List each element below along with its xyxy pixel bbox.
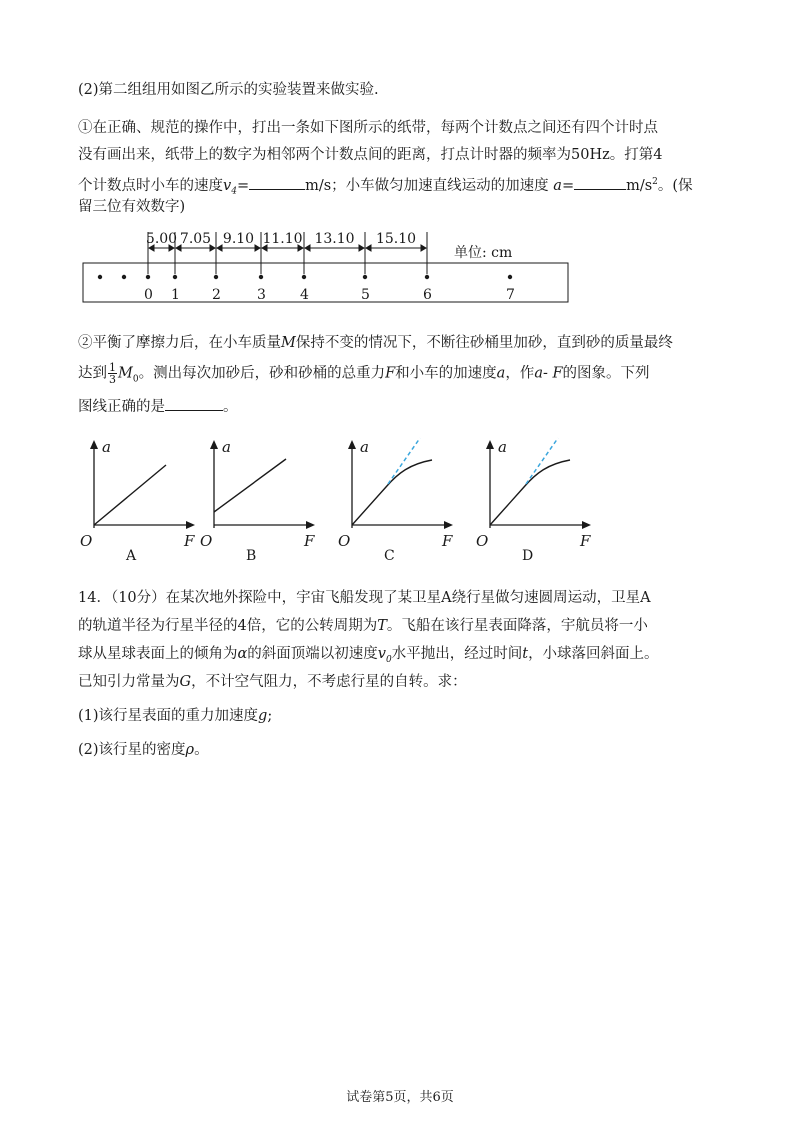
velocity-blank[interactable] xyxy=(249,175,305,190)
graph-option-label: A xyxy=(126,548,137,564)
tape-point-label: 7 xyxy=(506,287,515,303)
v-subscript: 4 xyxy=(231,186,237,197)
y-axis-label: a xyxy=(222,438,231,456)
q2-line1-a: ②平衡了摩擦力后，在小车质量 xyxy=(78,335,281,351)
y-axis-arrow-icon xyxy=(348,440,356,449)
q1-line3-d: 。(保 xyxy=(657,177,693,194)
origin-label: O xyxy=(200,532,213,550)
a-symbol: a xyxy=(553,177,562,194)
q2-line3-b: 。 xyxy=(223,399,238,415)
T-symbol: T xyxy=(377,618,387,634)
v0-symbol: v xyxy=(377,646,386,662)
tape-point xyxy=(259,275,263,279)
page-footer: 试卷第5页，共6页 xyxy=(346,1090,454,1105)
tape-point xyxy=(508,275,512,279)
tape-arrowhead-left xyxy=(366,245,371,251)
tape-lead-dot xyxy=(122,275,126,279)
x-axis-arrow-icon xyxy=(306,521,315,529)
x-axis-label: F xyxy=(580,532,591,550)
q14-line2-a: 的轨道半径为行星半径的4倍，它的公转周期为 xyxy=(78,618,378,634)
tape-point xyxy=(302,275,306,279)
tape-point xyxy=(425,275,429,279)
q2-line2-a: 达到 xyxy=(78,365,107,382)
tape-arrowhead-left xyxy=(305,245,310,251)
graph-panel-d xyxy=(476,438,591,564)
x-axis-label: F xyxy=(304,532,315,550)
tape-distance-label: 15.10 xyxy=(375,231,417,247)
tape-point-label: 0 xyxy=(144,287,153,303)
y-axis-label: a xyxy=(498,438,507,456)
q14-line2-b: 。飞船在该行星表面降落，宇航员将一小 xyxy=(386,618,648,634)
graph-panel-b xyxy=(200,438,315,564)
tape-distance-label: 9.10 xyxy=(222,231,255,247)
y-axis-arrow-icon xyxy=(90,440,98,449)
q2-line1 xyxy=(78,333,673,353)
q1-line2: 没有画出来，纸带上的数字为相邻两个计数点间的距离，打点计时器的频率为50Hz。打第4 xyxy=(78,147,663,163)
frac-denominator: 3 xyxy=(109,373,116,386)
x-axis-label: F xyxy=(184,532,195,550)
q14-line3-c: 水平抛出，经过时间 xyxy=(391,646,523,662)
tape-point-label: 6 xyxy=(423,287,432,303)
t-symbol: t xyxy=(522,646,529,662)
equals: = xyxy=(236,177,250,194)
q2-line2-c: 和小车的加速度 xyxy=(395,365,497,382)
F-symbol: F xyxy=(385,365,396,382)
tape-distance-label: 13.10 xyxy=(314,231,355,247)
y-axis-label: a xyxy=(360,438,369,456)
q14-sub1 xyxy=(78,706,272,726)
part2-intro: (2)第二组组用如图乙所示的实验装置来做实验. xyxy=(78,82,379,98)
one-third-fraction xyxy=(108,362,117,385)
q1-line3-a: 个计数点时小车的速度 xyxy=(78,177,223,194)
graph-option-label: D xyxy=(522,548,534,564)
x-axis-arrow-icon xyxy=(582,521,591,529)
q14-line4-b: ，不计空气阻力，不考虑行星的自转。求： xyxy=(191,674,467,690)
tape-strip xyxy=(83,263,568,302)
v0-subscript: 0 xyxy=(386,654,392,665)
q1-line3-b: m/s；小车做匀加速直线运动的加速度 xyxy=(305,177,549,194)
q14-sub1-b: ; xyxy=(267,708,273,724)
q14-sub2-b: 。 xyxy=(194,742,209,758)
q2-line3 xyxy=(78,396,238,417)
M-symbol: M xyxy=(281,335,296,351)
graph-curve xyxy=(352,460,432,525)
tape-point xyxy=(214,275,218,279)
tape-arrowhead-right xyxy=(421,245,426,251)
origin-label: O xyxy=(80,532,93,550)
q2-line2-d: ，作 xyxy=(505,365,535,382)
G-symbol: G xyxy=(179,674,192,690)
q1-line4: 留三位有效数字) xyxy=(78,199,186,215)
q1-line3-c: m/s xyxy=(626,177,653,194)
tape-distance-label: 11.10 xyxy=(262,231,303,247)
tape-distance-label: 7.05 xyxy=(179,231,212,247)
acceleration-blank[interactable] xyxy=(574,175,626,190)
y-axis-label: a xyxy=(102,438,111,456)
y-axis-arrow-icon xyxy=(486,440,494,449)
graph-panel-c xyxy=(338,438,453,564)
tape-arrowhead-right xyxy=(359,245,364,251)
M0-symbol: M xyxy=(118,365,133,382)
q2-line2-e: 的图象。下列 xyxy=(562,365,650,382)
q14-line1: 14．（10分）在某次地外探险中，宇宙飞船发现了某卫星A绕行星做匀速圆周运动，卫星A xyxy=(78,590,651,606)
q14-sub1-a: (1)该行星表面的重力加速度 xyxy=(78,708,259,724)
aF-graphs-figure xyxy=(78,432,598,572)
x-axis-arrow-icon xyxy=(186,521,195,529)
answer-blank[interactable] xyxy=(165,396,223,411)
equals2: = xyxy=(561,177,575,194)
graph-curve xyxy=(214,459,286,512)
x-axis-arrow-icon xyxy=(444,521,453,529)
graph-option-label: B xyxy=(246,548,257,564)
alpha-symbol: α xyxy=(237,646,248,662)
q14-line3 xyxy=(78,644,659,670)
q1-line1: ①在正确、规范的操作中，打出一条如下图所示的纸带，每两个计数点之间还有四个计时点 xyxy=(78,120,658,136)
graph-panel-a xyxy=(80,438,195,564)
q14-line3-a: 球从星球表面上的倾角为 xyxy=(78,646,238,662)
tape-point-label: 4 xyxy=(300,287,309,303)
q2-line2 xyxy=(78,362,650,389)
q14-line4 xyxy=(78,672,467,692)
tape-point-label: 5 xyxy=(361,287,370,303)
tape-point-label: 2 xyxy=(212,287,221,303)
q14-line4-a: 已知引力常量为 xyxy=(78,674,180,690)
q14-line3-d: ，小球落回斜面上。 xyxy=(528,646,659,662)
tape-distance-label: 5.00 xyxy=(145,231,178,247)
tape-unit: 单位: cm xyxy=(454,245,513,261)
tape-arrowhead-right xyxy=(255,245,260,251)
aF-label: a- F xyxy=(534,365,563,382)
M0-subscript: 0 xyxy=(132,374,139,385)
q2-line2-b: 。测出每次加砂后，砂和砂桶的总重力 xyxy=(138,365,386,382)
q14-sub2 xyxy=(78,740,209,760)
v-symbol: v xyxy=(223,177,232,194)
unit-exponent: 2 xyxy=(652,177,658,187)
q14-line3-b: 的斜面顶端以初速度 xyxy=(247,646,378,662)
q14-sub2-a: (2)该行星的密度 xyxy=(78,742,186,758)
tape-point-label: 3 xyxy=(257,287,266,303)
tangent-guide-line xyxy=(388,438,420,484)
q2-line3-a: 图线正确的是 xyxy=(78,399,165,415)
tape-point xyxy=(173,275,177,279)
rho-symbol: ρ xyxy=(185,742,195,758)
origin-label: O xyxy=(476,532,489,550)
tape-point xyxy=(363,275,367,279)
paper-tape-figure xyxy=(82,222,582,304)
graph-curve xyxy=(490,460,570,525)
tangent-guide-line xyxy=(526,438,558,484)
tape-lead-dot xyxy=(98,275,102,279)
frac-numerator: 1 xyxy=(109,361,116,374)
q14-line2 xyxy=(78,616,648,636)
x-axis-label: F xyxy=(442,532,453,550)
a-var: a xyxy=(496,365,506,382)
tape-point-label: 1 xyxy=(171,287,180,303)
g-symbol: g xyxy=(258,708,268,724)
graph-curve xyxy=(94,465,166,525)
tape-point xyxy=(146,275,150,279)
y-axis-arrow-icon xyxy=(210,440,218,449)
graph-option-label: C xyxy=(384,548,395,564)
tape-arrowhead-left xyxy=(217,245,222,251)
q2-line1-b: 保持不变的情况下，不断往砂桶里加砂，直到砂的质量最终 xyxy=(295,335,673,351)
origin-label: O xyxy=(338,532,351,550)
